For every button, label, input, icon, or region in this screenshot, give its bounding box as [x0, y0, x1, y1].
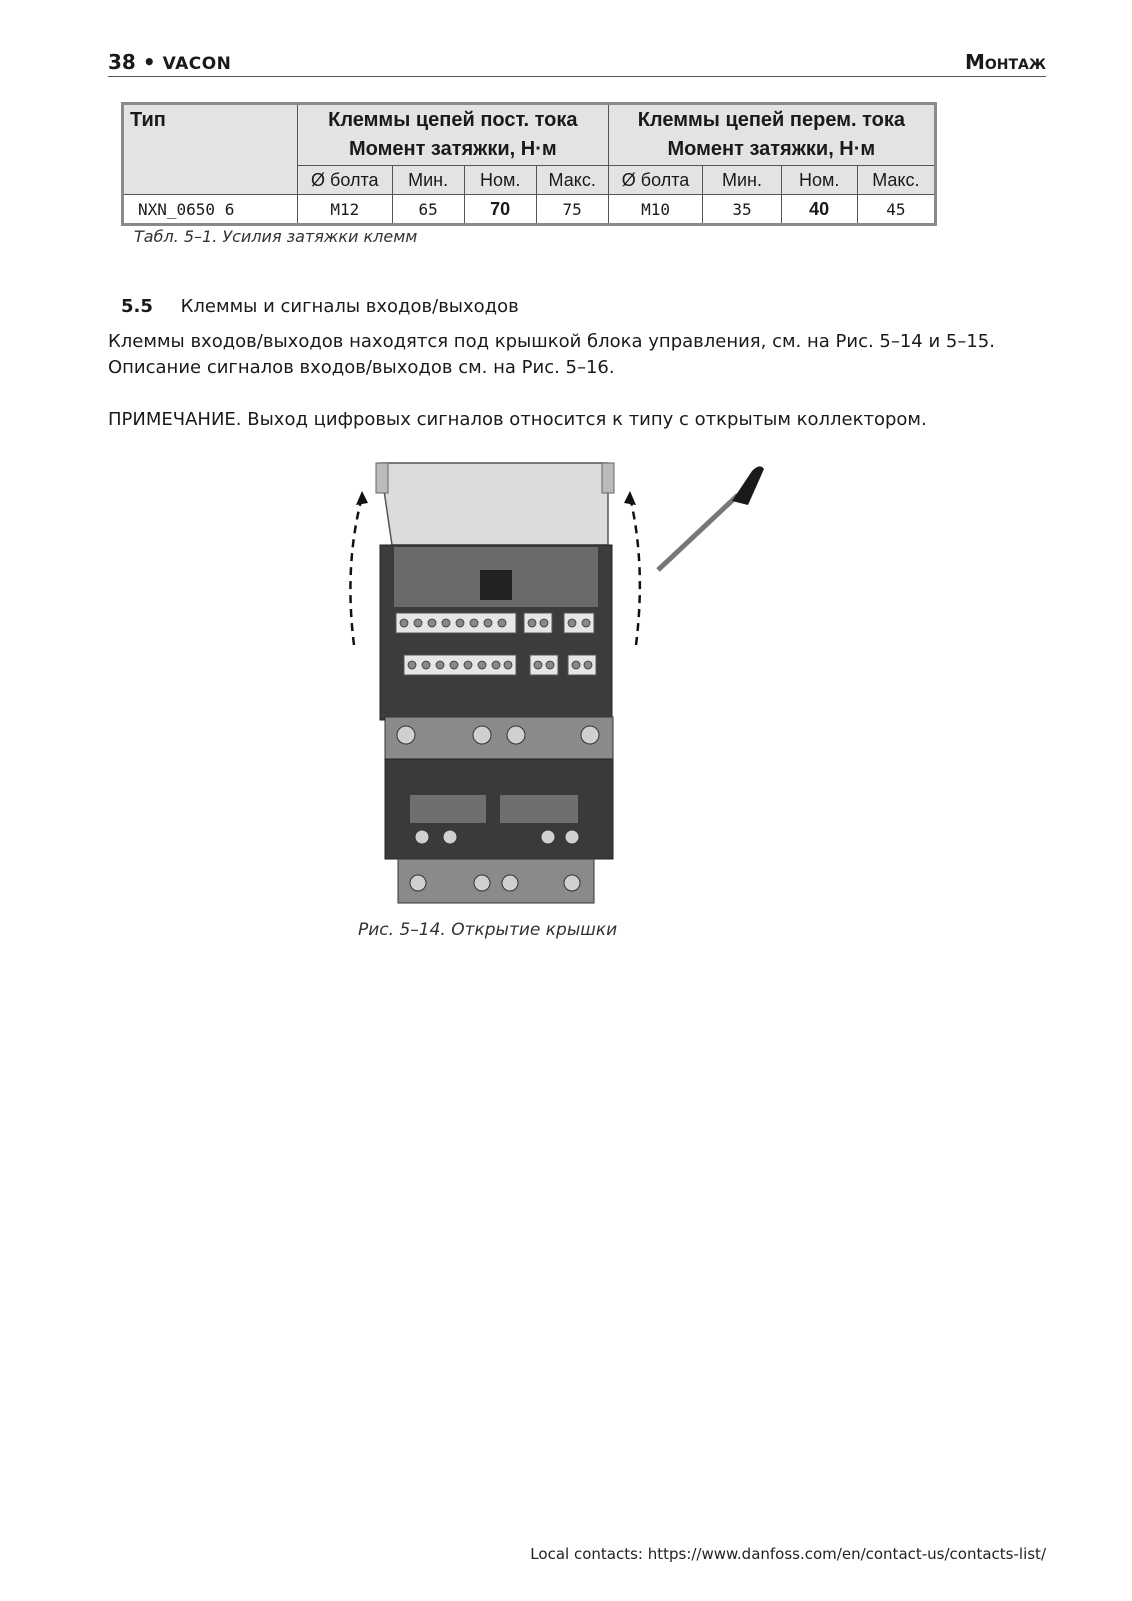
figure-caption: Рис. 5–14. Открытие крышки [358, 920, 618, 940]
dc-header-line2: Момент затяжки, Н·м [348, 138, 557, 160]
table-header-type: Тип [123, 104, 298, 195]
cell-dc-max: 75 [536, 195, 608, 225]
page-header [108, 50, 1046, 77]
cell-dc-min: 65 [392, 195, 464, 225]
header-section: Монтаж [964, 50, 1046, 74]
note-paragraph [108, 407, 1048, 433]
header-bullet: • [142, 50, 156, 74]
subheader-cell: Мин. [392, 166, 464, 195]
cover-hinge-right [602, 463, 614, 493]
subheader-cell: Макс. [536, 166, 608, 195]
subheader-cell: Ø болта [608, 166, 703, 195]
table-header-dc [297, 104, 608, 166]
open-arrow-left [350, 497, 362, 645]
subheader-cell: Ном. [464, 166, 536, 195]
note-label: ПРИМЕЧАНИЕ. [108, 409, 242, 430]
subheader-cell: Макс. [857, 166, 935, 195]
header-left [108, 50, 231, 74]
paragraph-line: Клеммы входов/выходов находятся под крышкой блока управления, см. на Рис. 5–14 и 5–15. [108, 331, 995, 352]
dc-header-line1: Клеммы цепей пост. тока [328, 109, 578, 131]
table-caption: Табл. 5–1. Усилия затяжки клемм [134, 227, 418, 246]
cell-dc-nom: 70 [464, 195, 536, 225]
lower-label-left [410, 795, 486, 823]
cell-ac-nom: 40 [781, 195, 857, 225]
screwdriver-icon [658, 466, 764, 570]
page-number: 38 [108, 50, 136, 74]
cell-ac-max: 45 [857, 195, 935, 225]
cell-type: NXN_0650 6 [123, 195, 298, 225]
table-header-ac [608, 104, 935, 166]
open-arrow-right [630, 497, 640, 645]
drive-illustration [340, 455, 780, 915]
torque-table [121, 102, 937, 226]
paragraph-line: Описание сигналов входов/выходов см. на Рис. 5–16. [108, 357, 615, 378]
body-paragraph [108, 329, 1048, 381]
note-text: Выход цифровых сигналов относится к типу с открытым коллектором. [241, 409, 927, 430]
power-terminal-block [385, 717, 613, 759]
section-number: 5.5 [121, 296, 153, 317]
cell-ac-min: 35 [703, 195, 781, 225]
connector-block [480, 570, 512, 600]
subheader-cell: Ø болта [297, 166, 392, 195]
subheader-cell: Ном. [781, 166, 857, 195]
section-title: Клеммы и сигналы входов/выходов [180, 296, 519, 317]
ac-header-line2: Момент затяжки, Н·м [667, 138, 876, 160]
table-row [123, 195, 936, 225]
cell-ac-bolt: M10 [608, 195, 703, 225]
opened-cover [380, 463, 608, 545]
footer-link[interactable]: Local contacts: https://www.danfoss.com/en/contact-us/contacts-list/ [530, 1545, 1046, 1563]
brand-name: VACON [162, 54, 232, 74]
cell-dc-bolt: M12 [297, 195, 392, 225]
subheader-cell: Мин. [703, 166, 781, 195]
section-heading [121, 296, 519, 317]
drive-drawing [340, 455, 780, 915]
ac-header-line1: Клеммы цепей перем. тока [637, 109, 905, 131]
cover-hinge-left [376, 463, 388, 493]
lower-label-right [500, 795, 578, 823]
